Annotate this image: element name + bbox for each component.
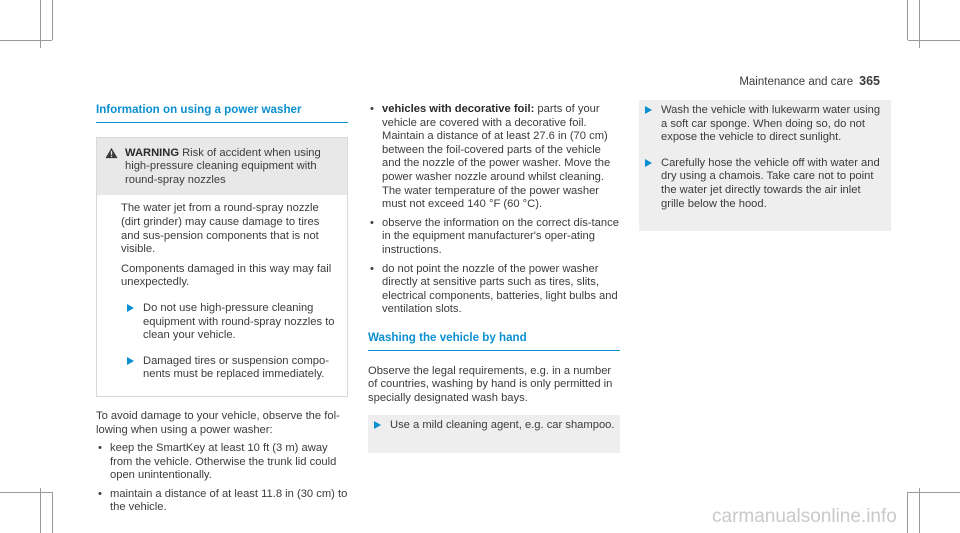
instruction-text: Carefully hose the vehicle off with water and dry using a chamois. Take care not to point the water jet directly towards the air inlet grille below the hood.: [661, 156, 880, 210]
crop-mark: [919, 488, 920, 533]
crop-mark: [40, 488, 41, 533]
crop-mark: [908, 492, 960, 493]
crop-mark: [0, 40, 52, 41]
warning-triangle-icon: [105, 147, 118, 159]
warning-headline: Risk of accident when using high-pressure cleaning equipment with round-spray nozzles: [125, 146, 321, 186]
bullet-list: [96, 442, 348, 515]
page-header: [739, 74, 880, 88]
warning-body: [97, 195, 347, 396]
intro-paragraph: To avoid damage to your vehicle, observe the fol-lowing when using a power washer:: [96, 409, 340, 436]
action-arrow-icon: [374, 421, 381, 429]
instruction-step: [639, 157, 887, 211]
crop-mark: [907, 492, 908, 533]
list-item: • do not point the nozzle of the power washer directly at sensitive parts such as tires, slits, electrical components, batteries, light bulbs and ventilation slots.: [368, 263, 620, 317]
warning-label: WARNING: [125, 146, 180, 159]
section-title-washing-by-hand: Washing the vehicle by hand: [368, 331, 620, 351]
instruction-steps: [639, 100, 891, 231]
crop-mark: [0, 492, 52, 493]
bullet-list: [368, 103, 620, 317]
list-item-text: parts of your vehicle are covered with a decorative foil. Maintain a distance of at least 27.6 in (70 cm) between the foil-covered parts of the vehicle and the nozzle of the power washer. Move the power washer nozzle around whilst cleaning. The water temperature of the power washer must not exceed 140 °F (60 °C).: [382, 103, 611, 211]
list-item: • keep the SmartKey at least 10 ft (3 m) away from the vehicle. Otherwise the trunk lid could open unintentionally.: [96, 442, 348, 483]
section-name: Maintenance and care: [739, 76, 854, 88]
instruction-text: Damaged tires or suspension compo-nents must be replaced immediately.: [143, 354, 329, 381]
column-left: [96, 103, 348, 520]
column-middle: [368, 103, 620, 453]
list-item: • observe the information on the correct dis-tance in the equipment manufacturer's oper-ating instructions.: [368, 217, 620, 258]
column-right: [639, 103, 891, 231]
instruction-text: Use a mild cleaning agent, e.g. car shampoo.: [390, 419, 615, 432]
crop-mark: [908, 40, 960, 41]
action-arrow-icon: [127, 304, 134, 312]
list-item: • maintain a distance of at least 11.8 in (30 cm) to the vehicle.: [96, 488, 348, 515]
instruction-steps: [368, 415, 620, 453]
instruction-text: Wash the vehicle with lukewarm water using a soft car sponge. When doing so, do not expose the vehicle to direct sunlight.: [661, 104, 881, 144]
action-arrow-icon: [127, 357, 134, 365]
instruction-step: [121, 355, 339, 382]
body-paragraph: Observe the legal requirements, e.g. in a number of countries, washing by hand is only permitted in specially designated wash bays.: [368, 364, 613, 404]
list-item-lead: vehicles with decorative foil:: [382, 103, 535, 115]
instruction-text: Do not use high-pressure cleaning equipment with round-spray nozzles to clean your vehicle.: [143, 301, 335, 342]
warning-paragraph: The water jet from a round-spray nozzle (dirt grinder) may cause damage to tires and sus-pension components that is not visible.: [121, 202, 320, 256]
warning-paragraph: Components damaged in this way may fail unexpectedly.: [121, 262, 332, 289]
action-arrow-icon: [645, 106, 652, 114]
page-number: 365: [859, 74, 880, 88]
crop-mark: [52, 492, 53, 533]
instruction-step: [121, 302, 339, 343]
action-arrow-icon: [645, 159, 652, 167]
list-item: [368, 103, 620, 212]
crop-mark: [907, 0, 908, 40]
warning-box: [96, 137, 348, 397]
warning-header: [97, 138, 347, 196]
crop-mark: [52, 0, 53, 40]
instruction-step: [368, 419, 616, 433]
section-title-power-washer: Information on using a power washer: [96, 103, 348, 123]
watermark: carmanualsonline.info: [712, 506, 897, 527]
instruction-step: [639, 104, 887, 145]
